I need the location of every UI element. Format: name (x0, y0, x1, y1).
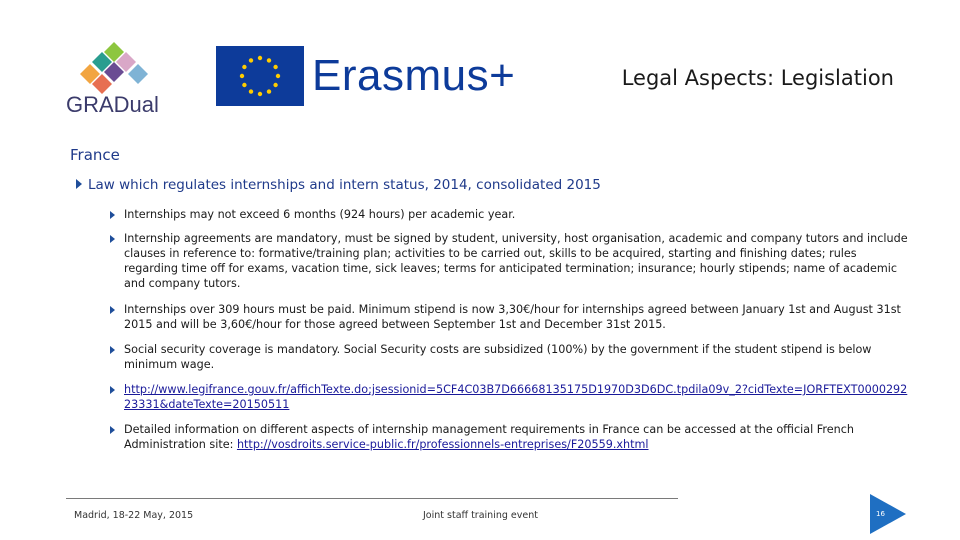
law-heading (76, 177, 920, 193)
eu-flag-icon (216, 46, 304, 106)
erasmus-logo-text: Erasmus+ (312, 51, 516, 100)
bullet-arrow-icon (110, 211, 115, 219)
gradual-logo-text: GRADual (66, 92, 159, 117)
law-heading-text: Law which regulates internships and intern status, 2014, consolidated 2015 (88, 177, 601, 193)
footer-date: Madrid, 18-22 May, 2015 (74, 510, 194, 521)
bullet-arrow-icon (110, 235, 115, 243)
legifrance-link[interactable]: http://www.legifrance.gouv.fr/affichTexte.do;jsessionid=5CF4C03B7D66668135175D1970D3D6DC.tpdila09v_2?cidTexte=JORFTEXT000029223331&dateTexte=20150511 (124, 383, 908, 411)
bullet-text: Social security coverage is mandatory. Social Security costs are subsidized (100%) by the government if the student stipend is below minimum wage. (124, 343, 872, 371)
bullet-arrow-icon (110, 346, 115, 354)
page-number: 16 (876, 510, 885, 518)
bullet-text: Detailed information on different aspects of internship management requirements in France can be accessed at the official French Administration site: (124, 423, 854, 451)
bullet-text: Internships over 309 hours must be paid. Minimum stipend is now 3,30€/hour for internships agreed between January 1st and August 31st 2015 and will be 3,60€/hour for those agreed between September 1st and December 31st 2015. (124, 303, 901, 331)
list-item (110, 207, 910, 222)
erasmus-logo (216, 46, 516, 110)
bullet-arrow-icon (110, 386, 115, 394)
footer-divider (66, 498, 678, 499)
bullet-text: Internship agreements are mandatory, must be signed by student, university, host organisation, academic and company tutors and include clauses in reference to: formative/training plan; activities to be carried out, skills to be acquired, starting and finishing dates; rules regarding time off for exams, vacation time, sick leaves; terms for anticipated termination; insurance; hourly stipends; name of academic and company tutors. (124, 232, 908, 290)
country-heading: France (70, 146, 120, 164)
service-public-link[interactable]: http://vosdroits.service-public.fr/professionnels-entreprises/F20559.xhtml (236, 438, 649, 451)
bullet-arrow-icon (110, 306, 115, 314)
list-item (110, 231, 910, 291)
bullet-arrow-icon (76, 179, 82, 189)
list-item (110, 382, 910, 412)
footer-event: Joint staff training event (423, 510, 538, 521)
slide-title: Legal Aspects: Legislation (621, 66, 894, 90)
list-item (110, 342, 910, 372)
bullet-text: Internships may not exceed 6 months (924 hours) per academic year. (124, 208, 516, 221)
gradual-logo (66, 40, 166, 116)
list-item (110, 422, 910, 452)
list-item (110, 302, 910, 332)
bullet-arrow-icon (110, 426, 115, 434)
